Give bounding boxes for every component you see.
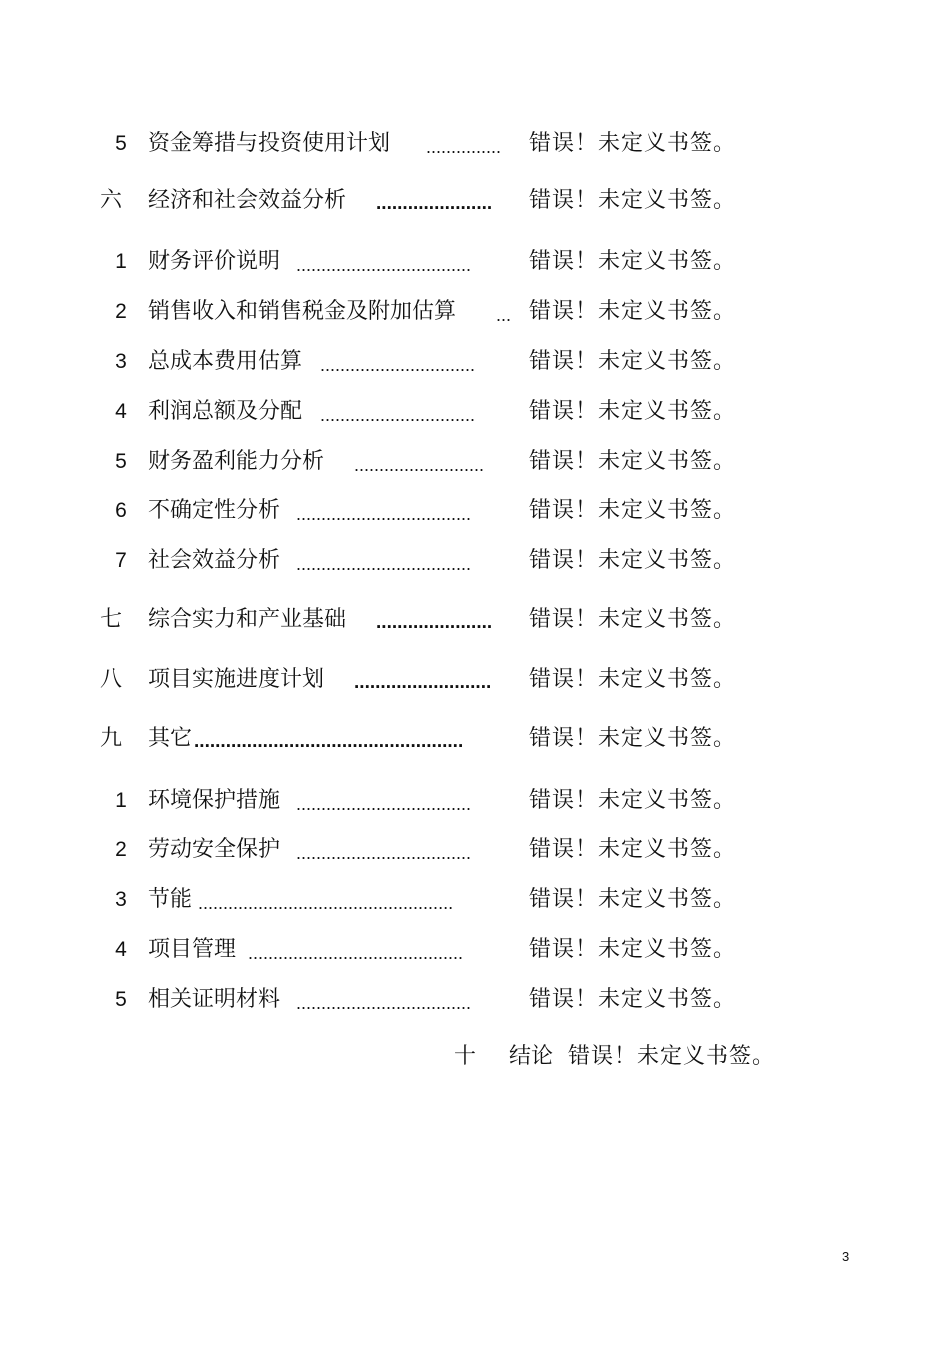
toc-entry[interactable] <box>98 722 736 756</box>
toc-dot-leader: ................................... <box>296 843 472 863</box>
toc-entry-reference: 错误！未定义书签。 <box>528 188 736 213</box>
toc-dot-leader: ................................................... <box>198 893 454 913</box>
toc-entry[interactable] <box>108 345 736 379</box>
toc-entry[interactable] <box>108 295 736 329</box>
toc-entry[interactable] <box>98 663 736 697</box>
toc-entry-number: 5 <box>115 132 127 155</box>
toc-entry-number: 4 <box>115 938 127 961</box>
toc-entry-reference: 错误！未定义书签。 <box>528 449 736 474</box>
toc-entry-title: 资金筹措与投资使用计划 <box>148 131 391 156</box>
toc-entry-reference: 错误！未定义书签。 <box>568 1044 776 1069</box>
toc-entry-number: 六 <box>99 188 122 213</box>
toc-dot-leader: ................................... <box>296 504 472 524</box>
toc-entry-reference: 错误！未定义书签。 <box>528 607 736 632</box>
toc-entry-number: 5 <box>115 988 127 1011</box>
toc-entry-title: 环境保护措施 <box>148 788 281 813</box>
toc-entry-title: 利润总额及分配 <box>148 399 303 424</box>
toc-entry-reference: 错误！未定义书签。 <box>528 937 736 962</box>
toc-entry-reference: 错误！未定义书签。 <box>528 131 736 156</box>
toc-entry-title: 不确定性分析 <box>148 498 281 523</box>
toc-entry[interactable] <box>108 395 736 429</box>
toc-entry-number: 4 <box>115 400 127 423</box>
toc-dot-leader: ............................... <box>320 355 476 375</box>
toc-entry[interactable] <box>108 883 736 917</box>
toc-entry-reference: 错误！未定义书签。 <box>528 349 736 374</box>
toc-entry[interactable] <box>98 184 736 218</box>
toc-entry[interactable] <box>108 983 736 1017</box>
toc-entry-reference: 错误！未定义书签。 <box>528 667 736 692</box>
toc-entry-number: 3 <box>115 888 127 911</box>
toc-entry-reference: 错误！未定义书签。 <box>528 726 736 751</box>
toc-entry[interactable] <box>108 445 736 479</box>
page-number: 3 <box>842 1249 850 1264</box>
toc-dot-leader: ........................................... <box>248 943 464 963</box>
toc-entry-number: 6 <box>115 499 127 522</box>
toc-entry-number: 2 <box>115 300 127 323</box>
toc-entry-reference: 错误！未定义书签。 <box>528 249 736 274</box>
toc-entry[interactable] <box>108 544 736 578</box>
toc-entry-number: 5 <box>115 450 127 473</box>
toc-entry-title: 相关证明材料 <box>148 987 281 1012</box>
toc-dot-leader: ................................... <box>296 993 472 1013</box>
toc-entry-reference: 错误！未定义书签。 <box>528 788 736 813</box>
toc-entry[interactable] <box>108 833 736 867</box>
toc-entry-number: 八 <box>99 667 122 692</box>
toc-dot-leader: .......................... <box>354 455 485 475</box>
toc-dot-leader: ............................... <box>320 405 476 425</box>
toc-entry-title: 其它 <box>148 726 193 751</box>
toc-entry-title: 财务盈利能力分析 <box>148 449 325 474</box>
toc-entry[interactable] <box>108 494 736 528</box>
toc-entry-title: 经济和社会效益分析 <box>148 188 347 213</box>
toc-dot-leader: .......................... <box>354 672 492 693</box>
toc-entry-title: 销售收入和销售税金及附加估算 <box>148 299 457 324</box>
toc-entry-number: 3 <box>115 350 127 373</box>
toc-entry[interactable] <box>108 933 736 967</box>
toc-entry-reference: 错误！未定义书签。 <box>528 498 736 523</box>
toc-entry-number: 1 <box>115 250 127 273</box>
toc-entry-reference: 错误！未定义书签。 <box>528 887 736 912</box>
toc-entry-reference: 错误！未定义书签。 <box>528 548 736 573</box>
toc-entry-number: 7 <box>115 549 127 572</box>
toc-entry-title: 劳动安全保护 <box>148 837 281 862</box>
toc-dot-leader: ................................................... <box>194 731 464 752</box>
toc-entry-number: 十 <box>453 1044 476 1069</box>
toc-entry-title: 节能 <box>148 887 193 912</box>
toc-entry-conclusion[interactable] <box>452 1040 775 1074</box>
toc-entry-reference: 错误！未定义书签。 <box>528 987 736 1012</box>
toc-entry-reference: 错误！未定义书签。 <box>528 837 736 862</box>
toc-entry-title: 总成本费用估算 <box>148 349 303 374</box>
toc-entry-reference: 错误！未定义书签。 <box>528 299 736 324</box>
toc-dot-leader: ................................... <box>296 255 472 275</box>
toc-entry-number: 1 <box>115 789 127 812</box>
toc-dot-leader: ... <box>496 305 512 325</box>
toc-dot-leader: ............... <box>426 137 502 157</box>
toc-entry[interactable] <box>108 127 736 161</box>
toc-dot-leader: ...................... <box>376 612 493 633</box>
toc-entry[interactable] <box>108 245 736 279</box>
toc-entry[interactable] <box>98 603 736 637</box>
toc-entry-title: 项目管理 <box>148 937 237 962</box>
toc-entry-number: 九 <box>99 726 122 751</box>
toc-entry[interactable] <box>108 784 736 818</box>
toc-entry-number: 2 <box>115 838 127 861</box>
toc-entry-title: 项目实施进度计划 <box>148 667 325 692</box>
toc-dot-leader: ................................... <box>296 794 472 814</box>
toc-dot-leader: ...................... <box>376 193 493 214</box>
toc-entry-title: 结论 <box>509 1044 554 1069</box>
toc-entry-title: 综合实力和产业基础 <box>148 607 347 632</box>
toc-entry-number: 七 <box>99 607 122 632</box>
toc-entry-reference: 错误！未定义书签。 <box>528 399 736 424</box>
toc-entry-title: 财务评价说明 <box>148 249 281 274</box>
toc-dot-leader: ................................... <box>296 554 472 574</box>
toc-entry-title: 社会效益分析 <box>148 548 281 573</box>
